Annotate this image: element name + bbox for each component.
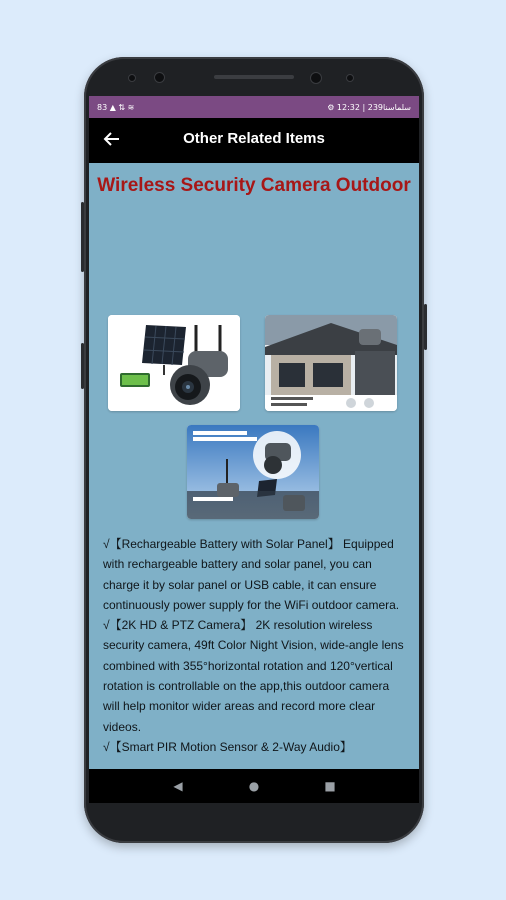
page-title: Other Related Items — [183, 130, 325, 147]
earpiece-speaker — [214, 75, 294, 79]
arrow-back-icon[interactable] — [101, 128, 123, 150]
side-button — [81, 343, 84, 389]
volume-button — [81, 202, 84, 272]
iris-scanner — [310, 72, 322, 84]
status-bar — [89, 96, 419, 118]
status-right: ⚙ سلماسنا239 | 12:32 — [327, 102, 411, 112]
phone-frame — [84, 57, 424, 843]
front-camera — [154, 72, 165, 83]
nav-home-icon[interactable]: ● — [248, 779, 260, 793]
feature-text: √【2K HD & PTZ Camera】 2K resolution wireless security camera, 49ft Color Night Vision, wide-angle lens combined with 355°horizontal rotation and 120°vertical rotation is controllable on the app,this outdoor camera will help monitor wider areas and record more clear videos. — [103, 618, 404, 734]
status-left: 83 ▲ ⇅ ≋ — [97, 102, 135, 112]
solar-camera-product-image[interactable] — [108, 315, 240, 411]
nav-back-icon[interactable]: ◀ — [173, 779, 183, 793]
sensor-dot — [128, 74, 136, 82]
content-area[interactable] — [89, 163, 419, 769]
headline: Wireless Security Camera Outdoor — [97, 175, 411, 196]
solar-rechargeable-battery-image[interactable] — [187, 425, 319, 519]
app-bar — [89, 118, 419, 163]
sensor-dot — [346, 74, 354, 82]
camera-on-house-image[interactable] — [265, 315, 397, 411]
screen — [89, 96, 419, 803]
system-nav-bar — [89, 769, 419, 803]
nav-recents-icon[interactable]: ■ — [324, 779, 336, 793]
feature-description — [103, 534, 408, 757]
feature-text: √【Smart PIR Motion Sensor & 2-Way Audio】 — [103, 739, 352, 754]
power-button — [424, 304, 427, 350]
camera-bar — [84, 57, 424, 97]
feature-text: √【Rechargeable Battery with Solar Panel】 Equipped with rechargeable battery and solar panel, you can charge it by solar panel or USB cable, it can ensure continuously power supply for the WiFi outdoor camera. — [103, 537, 400, 612]
